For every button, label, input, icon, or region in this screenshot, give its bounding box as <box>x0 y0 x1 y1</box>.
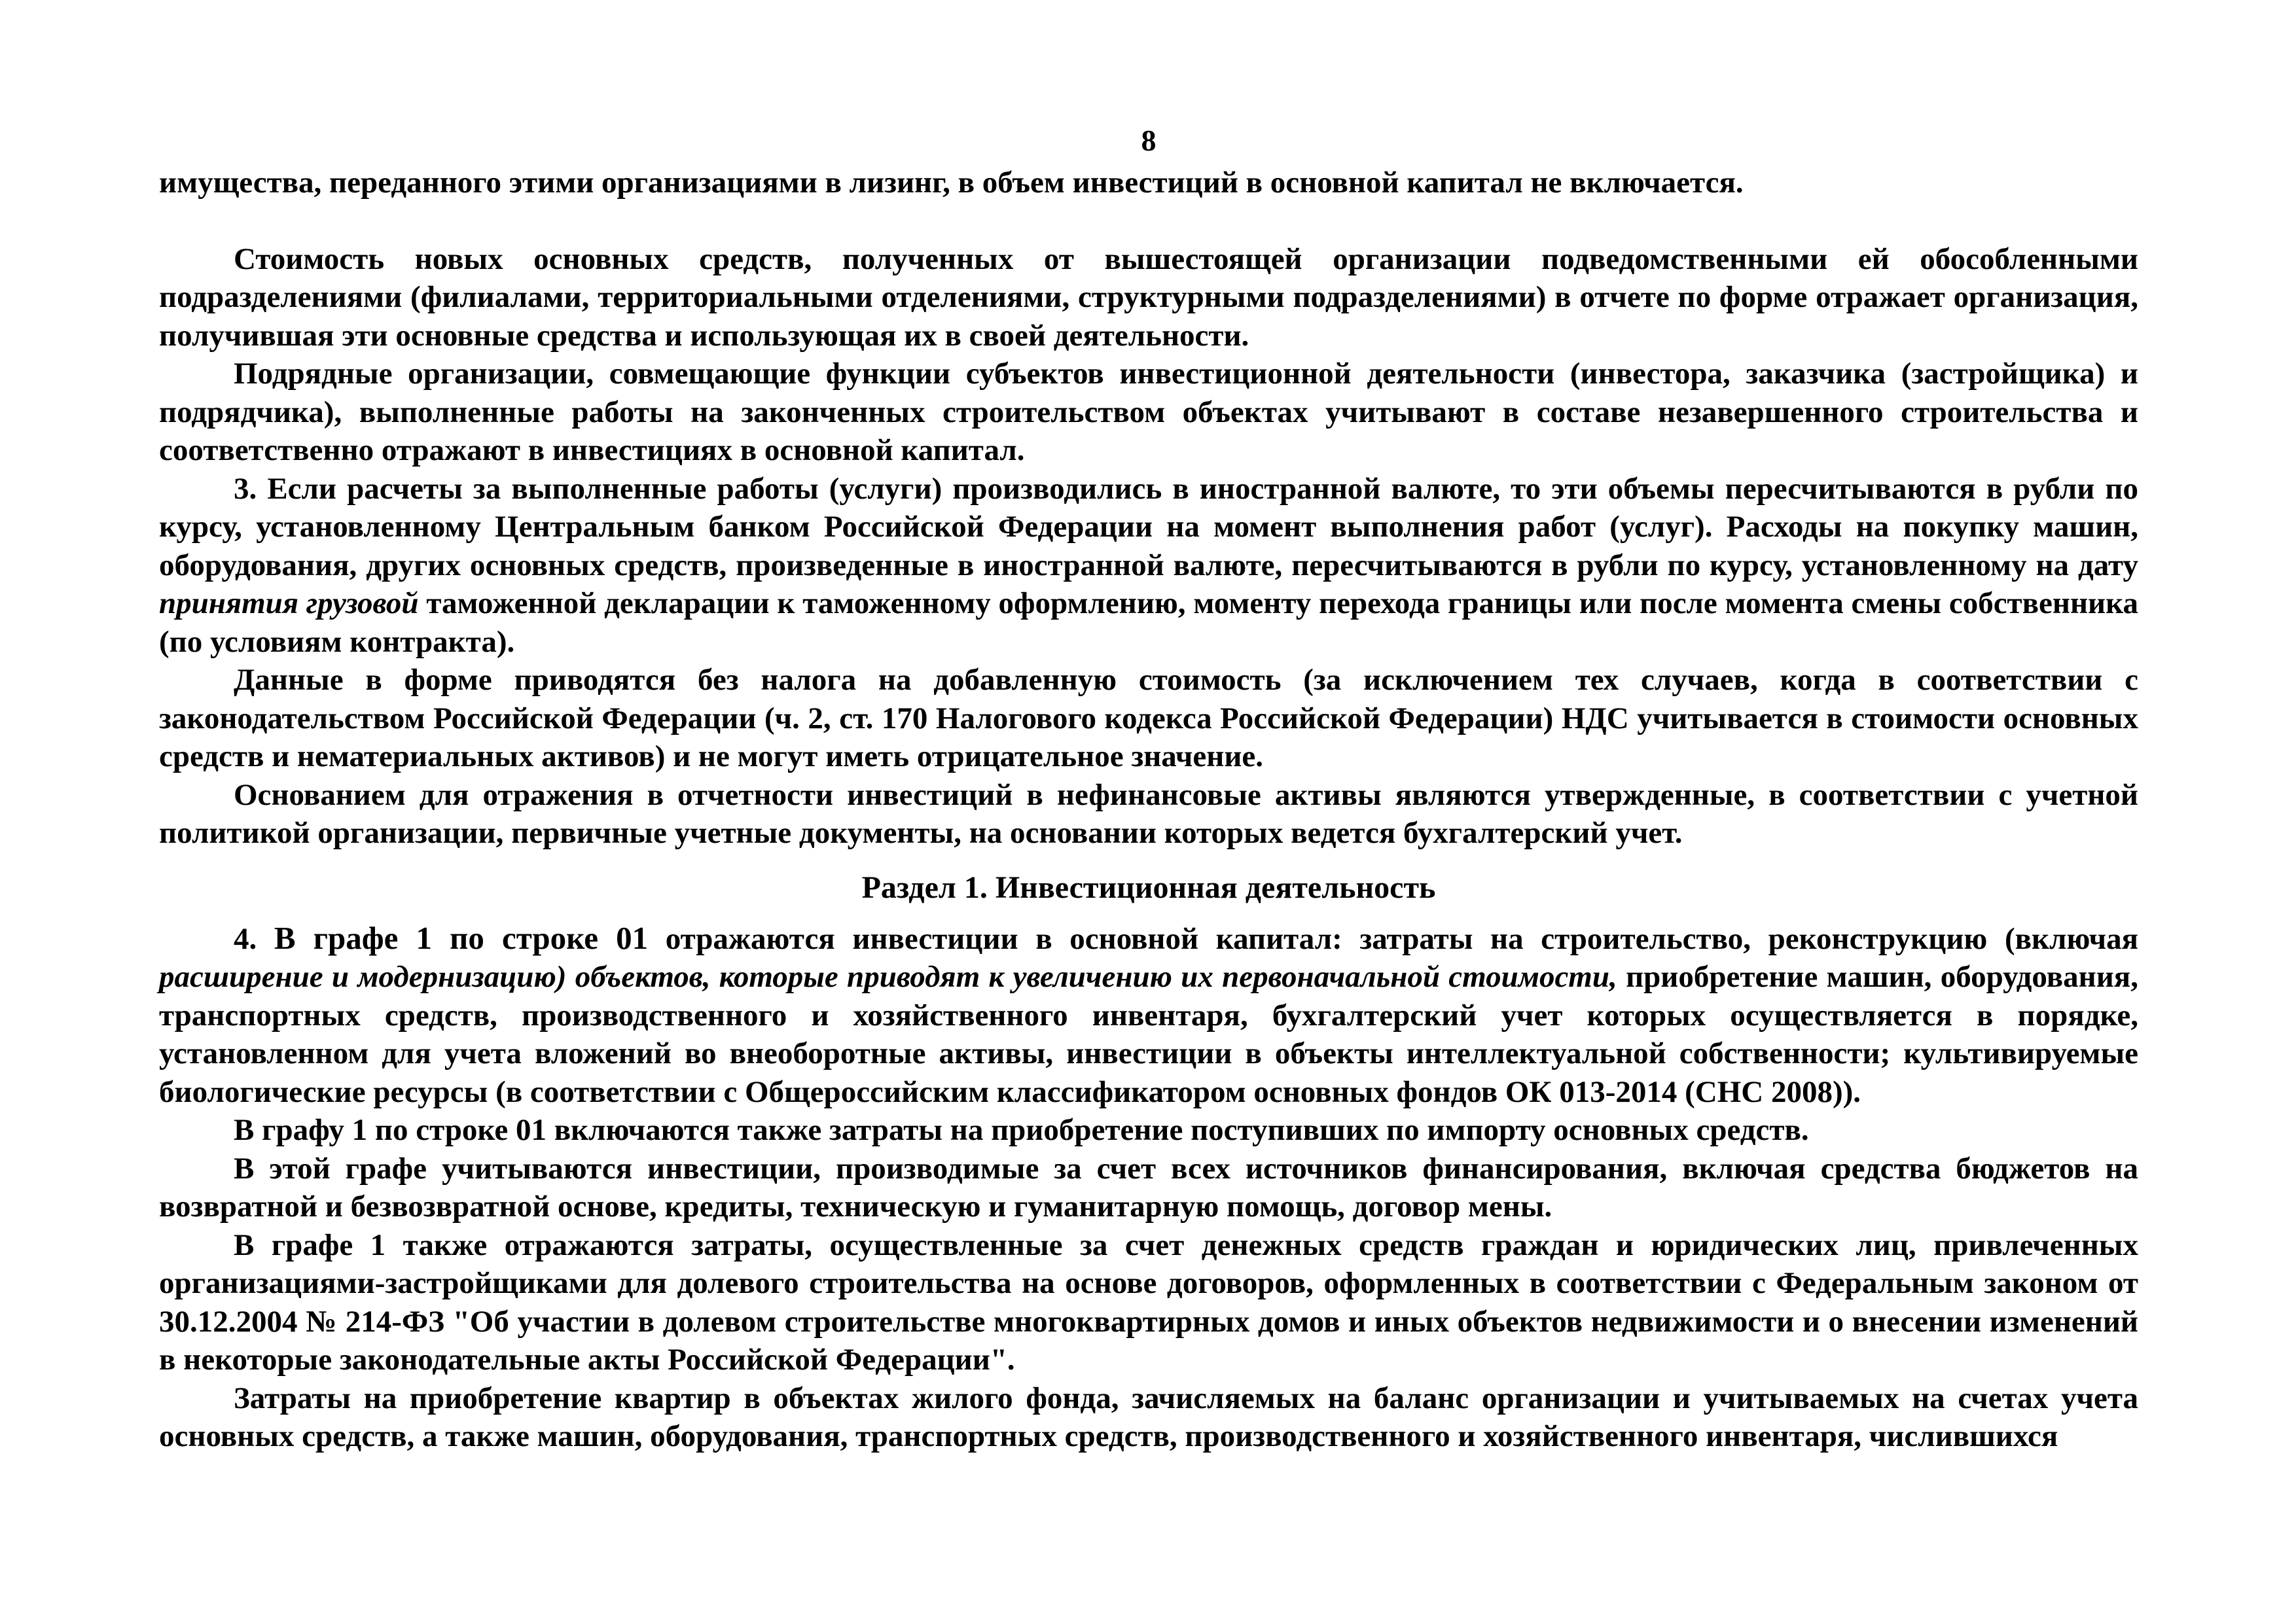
text-run: 4. <box>234 921 274 956</box>
paragraph-new-fixed-assets: Стоимость новых основных средств, полученных от вышестоящей организации подведомственными ей обособленными подразделениями (филиалами, территориальными отделениями, структурными подразделениями) в отчете по форме отражает организация, получившая эти основные средства и использующая их в своей деятельности. <box>159 241 2138 353</box>
paragraph-contractors: Подрядные организации, совмещающие функции субъектов инвестиционной деятельности (инвестора, заказчика (застройщика) и подрядчика), выполненные работы на законченных строительством объектах учитывают в составе незавершенного строительства и соответственно отражают в инвестициях в основной капитал. <box>159 357 2138 467</box>
paragraph-shared-construction: В графе 1 также отражаются затраты, осуществленные за счет денежных средств граждан и юридических лиц, привлеченных организациями-застройщиками для долевого строительства на основе договоров, оформленных в соответствии с Федеральным законом от 30.12.2004 № 214-ФЗ "Об участии в долевом строительстве многоквартирных домов и иных объектов недвижимости и о внесении изменений в некоторые законодательные акты Российской Федерации". <box>159 1227 2138 1377</box>
paragraph-apartments: Затраты на приобретение квартир в объектах жилого фонда, зачисляемых на баланс организации и учитываемых на счетах учета основных средств, а также машин, оборудования, транспортных средств, производственного и хозяйственного инвентаря, числившихся <box>159 1381 2138 1453</box>
paragraph-continuation: имущества, переданного этими организациями в лизинг, в объем инвестиций в основной капитал не включается. <box>159 166 1744 200</box>
section-heading: Раздел 1. Инвестиционная деятельность <box>861 870 1436 905</box>
italic-text-run: расширение и модернизацию) объектов, которые приводят к увеличению их первоначальной стоимости, <box>159 960 1617 994</box>
paragraph-vat: Данные в форме приводятся без налога на добавленную стоимость (за исключением тех случаев, когда в соответствии с законодательством Российской Федерации (ч. 2, ст. 170 Налогового кодекса Российской Федерации) НДС учитывается в стоимости основных средств и нематериальных активов) и не могут иметь отрицательное значение. <box>159 663 2138 773</box>
document-page <box>159 118 2138 1456</box>
paragraph-imports: В графу 1 по строке 01 включаются также затраты на приобретение поступивших по импорту основных средств. <box>234 1113 1809 1147</box>
paragraph-financing-sources: В этой графе учитываются инвестиции, производимые за счет всех источников финансирования, включая средства бюджетов на возвратной и безвозвратной основе, кредиты, техническую и гуманитарную помощь, договор мены. <box>159 1151 2138 1224</box>
bold-text-run: В графе 1 по строке 01 <box>274 919 649 956</box>
italic-text-run: принятия грузовой <box>159 586 419 620</box>
text-run: 3. Если расчеты за выполненные работы (услуги) производились в иностранной валюте, то эти объемы пересчитываются в рубли по курсу, установленному Центральным банком Российской Федерации на момент выполнения работ (услуг). Расходы на покупку машин, оборудования, других основных средств, произведенные в иностранной валюте, пересчитываются в рубли по курсу, установленному на дату <box>159 471 2138 582</box>
paragraph-item-3-currency <box>159 470 2138 662</box>
page-number: 8 <box>1141 124 1157 157</box>
text-run: отражаются инвестиции в основной капитал: затраты на строительство, реконструкцию (включая <box>648 921 2139 956</box>
text-run: приобретение машин, оборудования, транспортных средств, производственного и хозяйственного инвентаря, бухгалтерский учет которых осуществляется в порядке, установленном для учета вложений во внеоборотные активы, инвестиции в объекты интеллектуальной собственности; культивируемые биологические ресурсы (в соответствии с Общероссийским классификатором основных фондов ОК 013-2014 (СНС 2008)). <box>159 960 2138 1109</box>
paragraph-item-4-column-1 <box>159 919 2138 1112</box>
text-run: таможенной декларации к таможенному оформлению, моменту перехода границы или после момента смены собственника (по условиям контракта). <box>159 586 2138 659</box>
paragraph-basis-for-reporting: Основанием для отражения в отчетности инвестиций в нефинансовые активы являются утвержденные, в соответствии с учетной политикой организации, первичные учетные документы, на основании которых ведется бухгалтерский учет. <box>159 777 2138 850</box>
